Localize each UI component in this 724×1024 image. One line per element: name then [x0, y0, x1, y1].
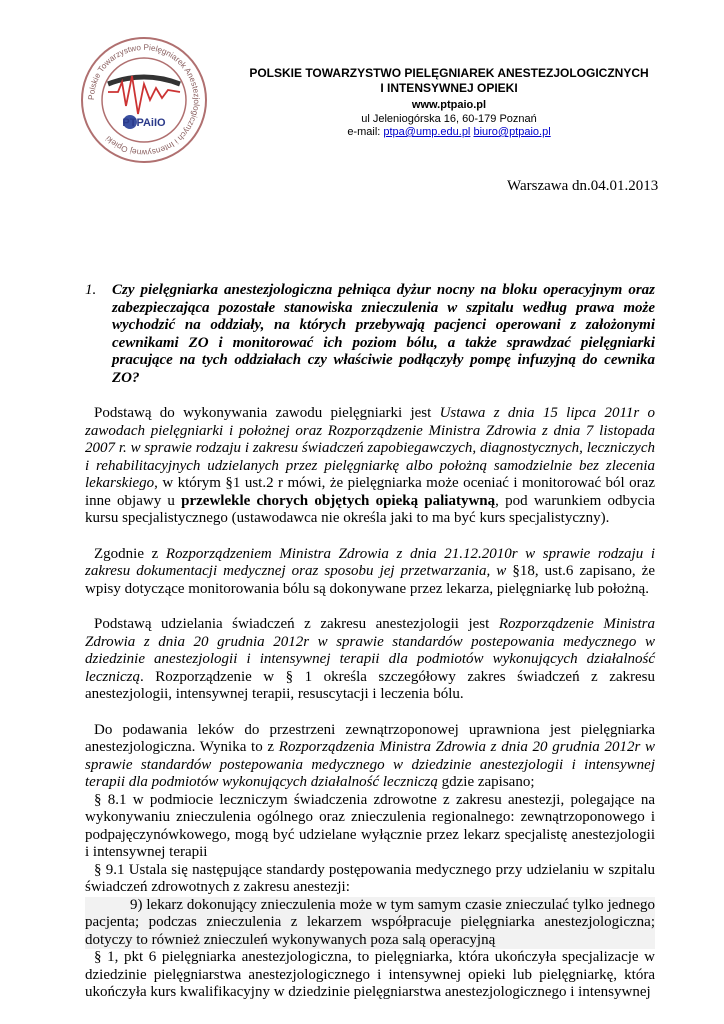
logo-ring-text: Polskie Towarzystwo Pielęgniarek Anestezjologicznych i Intensywnej Opieki	[86, 42, 202, 158]
paragraph-legal-basis	[85, 405, 655, 528]
p2-text-c: §18, ust.6 zapisano, że wpisy dotyczące monitorowania bólu są dokonywane przez lekarza, pielęgniarkę lub położną.	[85, 563, 655, 597]
p3-text-c: . Rozporządzenie w § 1 określa szczegółowy zakres świadczeń z zakresu anestezjologii, intensywnej terapii, resuscytacji i leczenia bólu.	[85, 668, 655, 702]
letter-body	[85, 282, 655, 1002]
p3-citation: Rozporządzenie Ministra Zdrowia z dnia 20 grudnia 2012r w sprawie standardów postepowania medycznego w dziedzinie anestezjologii i intensywnej terapii dla podmiotów wykonujących działalność leczniczą	[85, 616, 655, 685]
logo-short-name: PTPAiIO	[122, 117, 166, 129]
p4-text-c: gdzie zapisano;	[437, 774, 535, 790]
section-8-1: § 8.1 w podmiocie leczniczym świadczenia zdrowotne z zakresu anestezji, polegające na wykonywaniu znieczulenia ogólnego oraz znieczulenia regionalnego: zewnątrzoponowego i podpajęczynówkowego, mogą być udzielane wyłącznie przez lekarz specjalistę anestezjologii i intensywnej terapii	[85, 791, 655, 860]
email-link-ptpa[interactable]: ptpa@ump.edu.pl	[383, 126, 471, 138]
email-link-biuro[interactable]: biuro@ptpaio.pl	[473, 126, 551, 138]
p2-citation: Rozporządzeniem Ministra Zdrowia z dnia 21.12.2010r w sprawie rodzaju i zakresu dokumentacji medycznej oraz sposobu jej przetwarzania, w	[85, 545, 655, 579]
email-label: e-mail:	[347, 126, 384, 138]
p1-citation: Ustawa z dnia 15 lipca 2011r o zawodach pielęgniarki i położnej oraz Rozporządzenie Ministra Zdrowia z dnia 7 listopada 2007 r. w sprawie rodzaju i zakresu świadczeń zapobiegawczych, diagnostycznych, leczniczych i rehabilitacyjnych udzielanych przez pielęgniarkę albo położną samodzielnie bez zlecenia lekarskiego	[85, 405, 655, 491]
email-line	[225, 126, 673, 139]
question-text: Czy pielęgniarka anestezjologiczna pełniąca dyżur nocny na bloku operacyjnym oraz zabezpieczająca pozostałe stanowiska znieczulenia w szpitalu według prawa może wychodzić na oddziały, na których przebywają pacjenci operowani z założonymi cewnikami ZO i monitorować ich poziom bólu, a także sprawdzać pielęgniarki pracujące na tych oddziałach czy właściwie podłączyły pompę infuzyjną do cewnika ZO?	[112, 282, 655, 386]
paragraph-epidural	[85, 722, 655, 792]
p4-citation: Rozporządzenia Ministra Zdrowia z dnia 20 grudnia 2012r w sprawie standardów postepowania medycznego w dziedzinie anestezjologii i intensywnej terapii dla podmiotów wykonujących działalność leczniczą	[85, 739, 655, 790]
logo-emblem-icon	[78, 34, 210, 166]
org-name-line1: POLSKIE TOWARZYSTWO PIELĘGNIAREK ANESTEZJOLOGICZNYCH	[249, 66, 649, 80]
letter-date: Warszawa dn.04.01.2013	[507, 178, 659, 194]
section-1-pkt-6: § 1, pkt 6 pielęgniarka anestezjologiczna, to pielęgniarka, która ukończyła specjalizacje w dziedzinie pielęgniarstwa anestezjologicznego i intensywnej opieki lub pielęgniarkę, która ukończyła kurs kwalifikacyjny w dziedzinie pielęgniarstwa anestezjologicznego i intensywnej	[85, 949, 655, 1000]
question-item	[85, 282, 655, 387]
p2-text-a: Zgodnie z	[94, 545, 166, 562]
org-name-line2: I INTENSYWNEJ OPIEKI	[380, 81, 518, 95]
p1-bold: przewlekle chorych objętych opieką paliatywną	[181, 492, 496, 509]
section-9-1: § 9.1 Ustala się następujące standardy postępowania medycznego przy udzielaniu w szpitalu świadczeń zdrowotnych z zakresu anestezji:	[85, 861, 655, 895]
ptpaio-logo	[78, 34, 210, 166]
p1-text-a: Podstawą do wykonywania zawodu pielęgniarki jest	[94, 405, 440, 421]
p1-text-c: , w którym §1 ust.2 r mówi, że pielęgniarka może oceniać i monitorować ból oraz inne objawy u	[85, 475, 655, 509]
section-9-item-9: 9) lekarz dokonujący znieczulenia może w tym samym czasie znieczulać tylko jednego pacjenta; podczas znieczulenia z lekarzem współpracuje pielęgniarka anestezjologiczna; dotyczy to również znieczuleń wykonywanych poza salą operacyjną	[85, 896, 655, 948]
letterhead	[225, 66, 673, 139]
paragraph-anesthesiology-basis	[85, 616, 655, 704]
address: ul Jeleniogórska 16, 60-179 Poznań	[361, 113, 537, 125]
paragraph-documentation	[85, 546, 655, 599]
question-number: 1.	[85, 282, 97, 298]
p3-text-a: Podstawą udzielania świadczeń z zakresu anestezjologii jest	[94, 616, 499, 632]
website-link[interactable]: www.ptpaio.pl	[411, 99, 487, 111]
p4-text-a: Do podawania leków do przestrzeni zewnątrzoponowej uprawniona jest pielęgniarka anestezjologiczna. Wynika to z	[85, 721, 655, 755]
p1-text-e: , pod warunkiem odbycia kursu specjalistycznego (ustawodawca nie określa jaki to ma być kurs specjalistyczny).	[85, 492, 656, 526]
